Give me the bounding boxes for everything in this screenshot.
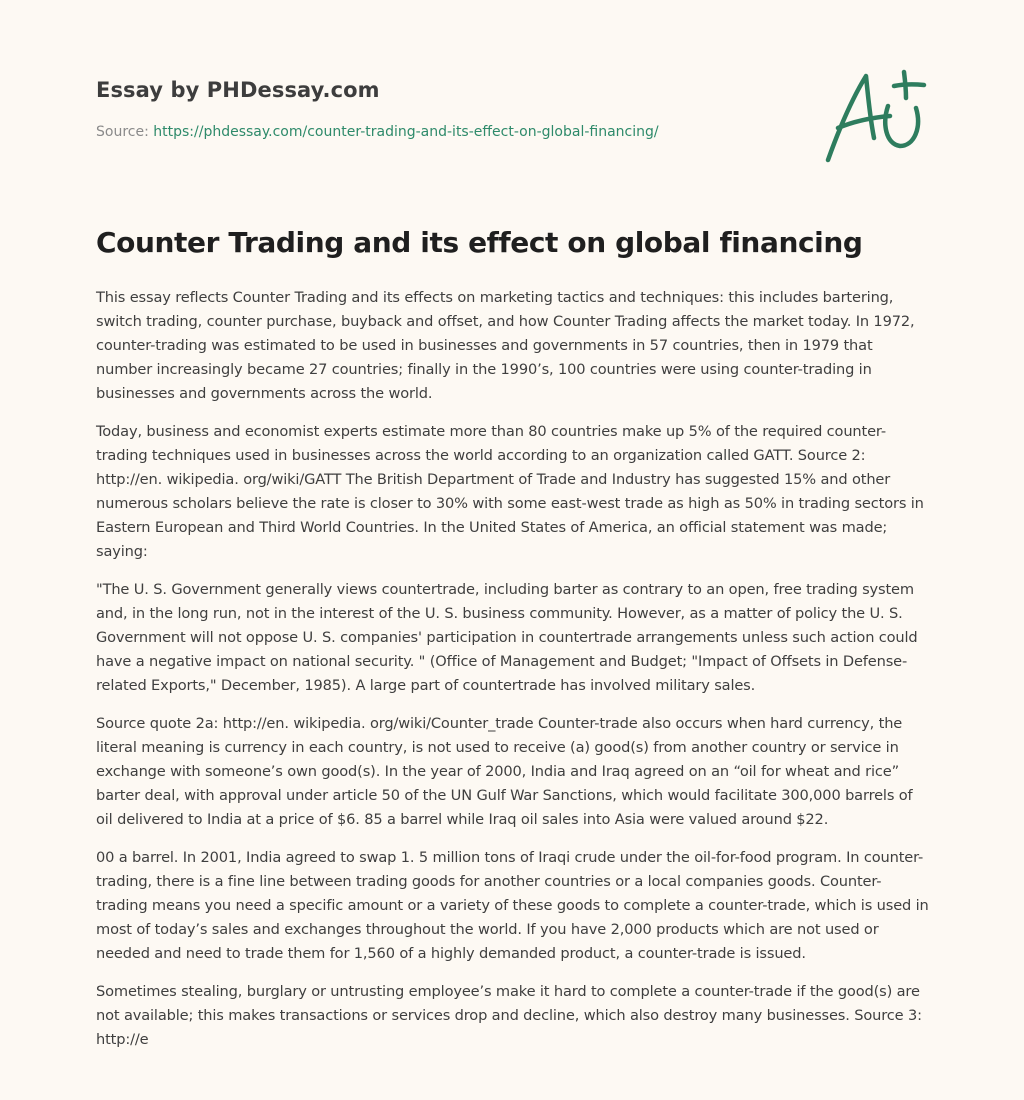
source-link[interactable]: https://phdessay.com/counter-trading-and-its-effect-on-global-financing/: [153, 124, 659, 140]
essay-paragraph: This essay reflects Counter Trading and its effects on marketing tactics and techniques: this includes bartering, switch trading, counter purchase, buyback and offset, and how Counter Trading affects the market today. In 1972, counter-trading was estimated to be used in businesses and governments in 57 countries, then in 1979 that number increasingly became 27 countries; finally in the 1990’s, 100 countries were using counter-trading in businesses and governments across the world.: [96, 289, 915, 402]
source-label: Source:: [96, 124, 149, 140]
site-title: Essay by PHDessay.com: [96, 78, 380, 102]
essay-paragraph: "The U. S. Government generally views countertrade, including barter as contrary to an open, free trading system and, in the long run, not in the interest of the U. S. business community. However, as a matter of policy the U. S. Government will not oppose U. S. companies' participation in countertrade arrangements unless such action could have a negative impact on national security. " (Office of Management and Budget; "Impact of Offsets in Defense-related Exports," December, 1985). A large part of countertrade has involved military sales.: [96, 581, 918, 694]
essay-paragraph: Source quote 2a: http://en. wikipedia. org/wiki/Counter_trade Counter-trade also occurs when hard currency, the literal meaning is currency in each country, is not used to receive (a) good(s) from another country or service in exchange with someone’s own good(s). In the year of 2000, India and Iraq agreed on an “oil for wheat and rice” barter deal, with approval under article 50 of the UN Gulf War Sanctions, which would facilitate 300,000 barrels of oil delivered to India at a price of $6. 85 a barrel while Iraq oil sales into Asia were valued around $22.: [96, 715, 913, 828]
essay-paragraph: Today, business and economist experts estimate more than 80 countries make up 5% of the required counter-trading techniques used in businesses across the world according to an organization called GATT. Source 2: http://en. wikipedia. org/wiki/GATT The British Department of Trade and Industry has suggested 15% and other numerous scholars believe the rate is closer to 30% with some east-west trade as high as 50% in trading sectors in Eastern European and Third World Countries. In the United States of America, an official statement was made; saying:: [96, 423, 924, 560]
essay-paragraph: Sometimes stealing, burglary or untrusting employee’s make it hard to complete a counter-trade if the good(s) are not available; this makes transactions or services drop and decline, which also destroy many businesses. Source 3: http://e: [96, 983, 922, 1048]
essay-body: [96, 286, 930, 1066]
source-line: [96, 124, 659, 140]
essay-title: Counter Trading and its effect on global financing: [96, 226, 863, 259]
essay-paragraph: 00 a barrel. In 2001, India agreed to swap 1. 5 million tons of Iraqi crude under the oil-for-food program. In counter-trading, there is a fine line between trading goods for another countries or a local companies goods. Counter-trading means you need a specific amount or a variety of these goods to complete a counter-trade, which is used in most of today’s sales and exchanges throughout the world. If you have 2,000 products which are not used or needed and need to trade them for 1,560 of a highly demanded product, a counter-trade is issued.: [96, 849, 929, 962]
a-plus-grade-logo-icon: [816, 66, 932, 166]
